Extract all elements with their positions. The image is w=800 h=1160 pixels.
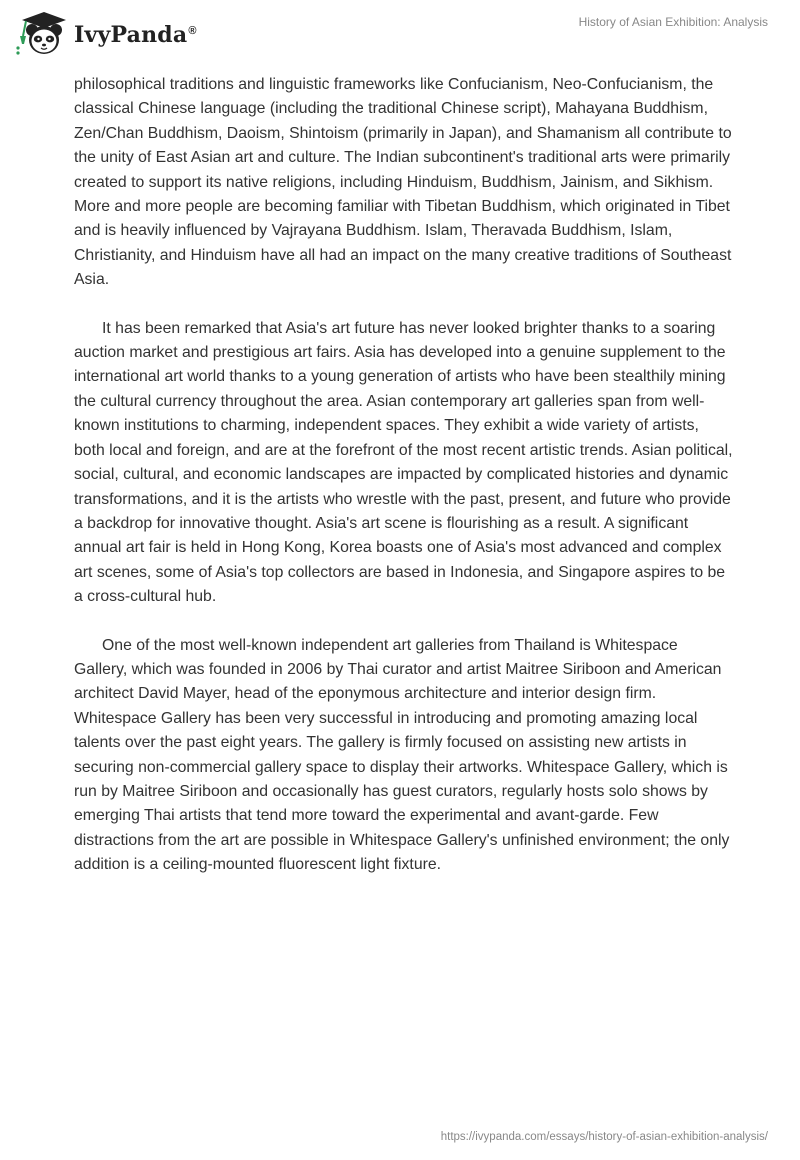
paragraph-2: It has been remarked that Asia's art future has never looked brighter thanks to a soaring auction market and prestigious art fairs. Asia has developed into a genuine supplement to the international art world thanks to a young generation of artists who have been stealthily mining the cultural currency throughout the area. Asian contemporary art galleries span from well-known institutions to charming, independent spaces. They exhibit a wide variety of artists, both local and foreign, and are at the forefront of the most recent artistic trends. Asian political, social, cultural, and economic landscapes are impacted by complicated histories and dynamic transformations, and it is the artists who wrestle with the past, present, and future who provide a backdrop for innovative thought. Asia's art scene is flourishing as a result. A significant annual art fair is held in Hong Kong, Korea boasts one of Asia's most advanced and complex art scenes, some of Asia's top collectors are based in Indonesia, and Singapore aspires to be a cross-cultural hub. — [74, 319, 733, 606]
paragraph-3: One of the most well-known independent art galleries from Thailand is Whitespace Gallery, which was founded in 2006 by Thai curator and artist Maitree Siriboon and American architect David Mayer, head of the eponymous architecture and interior design firm. Whitespace Gallery has been very successful in introducing and promoting amazing local talents over the past eight years. The gallery is firmly focused on assisting new artists in securing non-commercial gallery space to display their artworks. Whitespace Gallery, which is run by Maitree Siriboon and occasionally has guest curators, regularly hosts solo shows by emerging Thai artists that tend more toward the experimental and avant-garde. Few distractions from the art are possible in Whitespace Gallery's unfinished environment; the only addition is a ceiling-mounted fluorescent light fixture. — [74, 636, 730, 874]
logo-wordmark: IvyPanda — [74, 22, 188, 48]
ivypanda-logo[interactable] — [14, 8, 197, 58]
paragraph-1: philosophical traditions and linguistic frameworks like Confucianism, Neo-Confucianism, the classical Chinese language (including the traditional Chinese script), Mahayana Buddhism, Zen/Chan Buddhism, Daoism, Shintoism (primarily in Japan), and Shamanism all contribute to the unity of East Asian art and culture. The Indian subcontinent's traditional arts were primarily created to support its native religions, including Hinduism, Buddhism, Jainism, and Sikhism. More and more people are becoming familiar with Tibetan Buddhism, which originated in Tibet and is heavily influenced by Vajrayana Buddhism. Islam, Theravada Buddhism, Islam, Christianity, and Hinduism have all had an impact on the many creative traditions of Southeast Asia. — [74, 76, 732, 289]
essay-body — [74, 73, 734, 902]
logo-text — [74, 22, 197, 48]
document-title: History of Asian Exhibition: Analysis — [578, 15, 768, 29]
source-url[interactable]: https://ivypanda.com/essays/history-of-asian-exhibition-analysis/ — [440, 1131, 768, 1143]
page-header — [0, 0, 800, 70]
panda-graduate-icon — [14, 8, 72, 58]
registered-mark: ® — [188, 24, 197, 37]
